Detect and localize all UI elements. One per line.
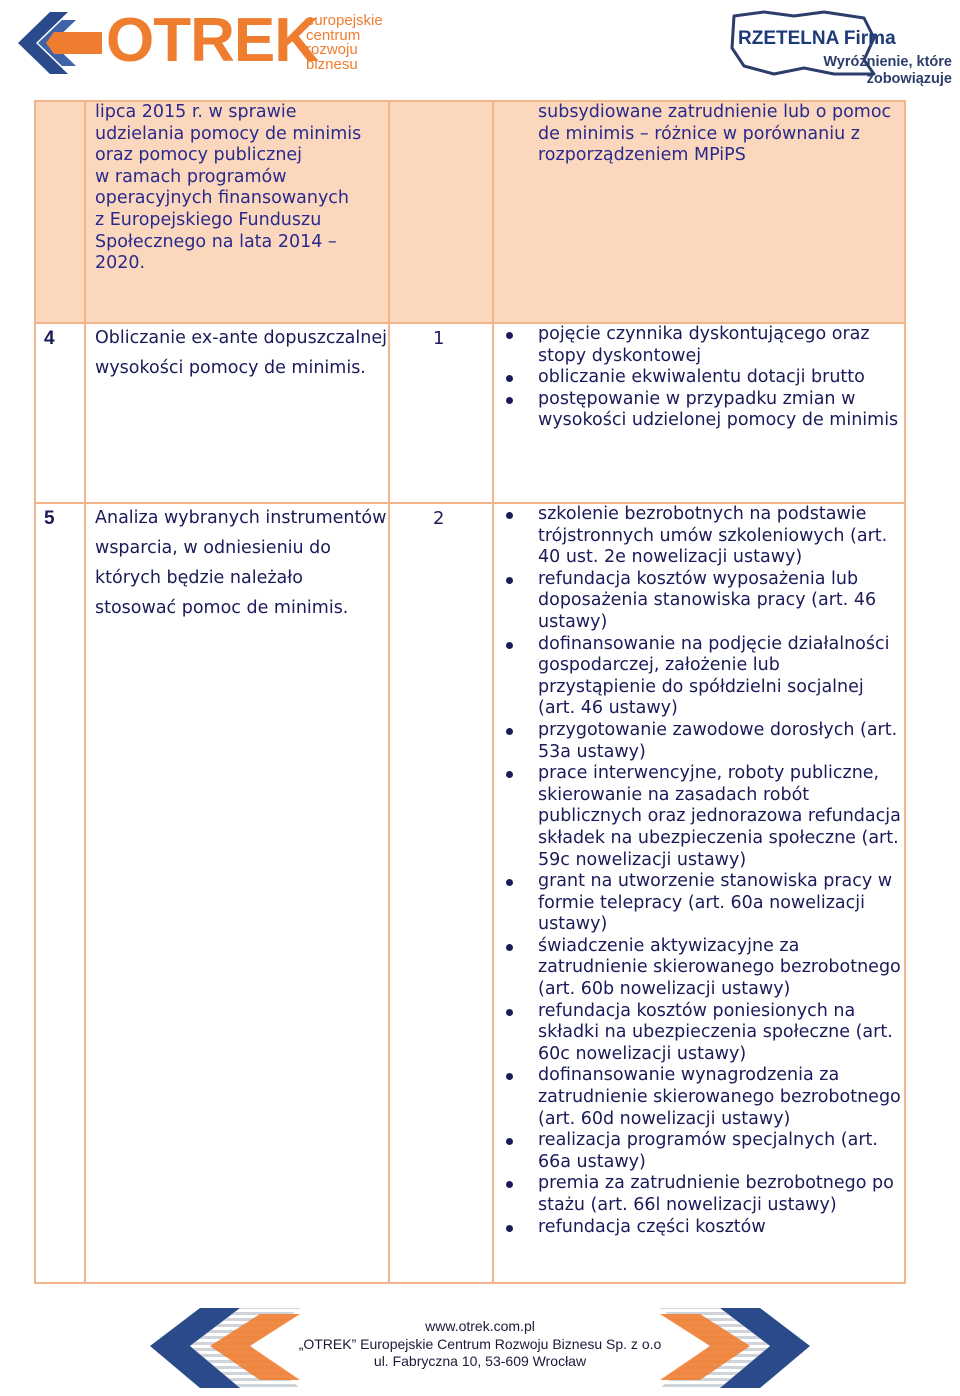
footer-website-link[interactable]: www.otrek.com.pl <box>425 1318 535 1334</box>
tagline-line: biznesu <box>306 55 358 73</box>
list-item: szkolenie bezrobotnych na podstawie trójstronnych umów szkoleniowych (art. 40 ust. 2e nowelizacji ustawy) <box>506 504 902 569</box>
row-item-list <box>506 504 902 1238</box>
rzetelna-title: RZETELNA Firma <box>738 28 896 49</box>
list-item: premia za zatrudnienie bezrobotnego po stażu (art. 66l nowelizacji ustawy) <box>506 1173 902 1216</box>
list-item: refundacja kosztów poniesionych na składki na ubezpieczenia społeczne (art. 60c nowelizacji ustawy) <box>506 1001 902 1066</box>
tagline-line: zobowiązuje <box>866 71 952 87</box>
tagline-line: europejskie <box>306 12 383 29</box>
row-item-list <box>506 324 902 432</box>
list-item: przygotowanie zawodowe dorosłych (art. 53a ustawy) <box>506 720 902 763</box>
table-cell <box>388 322 494 504</box>
row-number: 5 <box>44 508 55 529</box>
row-hours: 1 <box>433 328 445 349</box>
list-item: refundacja kosztów wyposażenia lub doposażenia stanowiska pracy (art. 46 ustawy) <box>506 569 902 634</box>
list-item: obliczanie ekwiwalentu dotacji brutto <box>506 367 902 389</box>
list-item: dofinansowanie na podjęcie działalności gospodarczej, założenie lub przystąpienie do spółdzielni socjalnej (art. 46 ustawy) <box>506 634 902 720</box>
continued-topic-text: lipca 2015 r. w sprawie udzielania pomocy de minimis oraz pomocy publicznej w ramach programów operacyjnych finansowanych z Europejskiego Funduszu Społecznego na lata 2014 – 2020. <box>95 102 362 274</box>
list-item: dofinansowanie wynagrodzenia za zatrudnienie skierowanego bezrobotnego (art. 60d nowelizacji ustawy) <box>506 1065 902 1130</box>
tagline-line: Wyróżnienie, które <box>823 54 952 70</box>
row-topic: Analiza wybranych instrumentów wsparcia, w odniesieniu do których będzie należało stosować pomoc de minimis. <box>95 508 387 618</box>
row-topic: Obliczanie ex-ante dopuszczalnej wysokości pomocy de minimis. <box>95 328 387 378</box>
list-item: pojęcie czynnika dyskontującego oraz stopy dyskontowej <box>506 324 902 367</box>
footer-company-name: „OTREK” Europejskie Centrum Rozwoju Biznesu Sp. z o.o <box>298 1335 662 1352</box>
continued-details-text: subsydiowane zatrudnienie lub o pomoc de minimis – różnice w porównaniu z rozporządzeniem MPiPS <box>538 102 892 166</box>
table-cell <box>34 322 86 504</box>
page-footer <box>0 1300 960 1396</box>
row-hours: 2 <box>433 508 445 529</box>
tagline-line: rozwoju <box>306 41 358 58</box>
otrek-wordmark: OTREK <box>106 6 318 75</box>
list-item: grant na utworzenie stanowiska pracy w formie telepracy (art. 60a nowelizacji ustawy) <box>506 871 902 936</box>
row-number: 4 <box>44 328 55 349</box>
list-item: refundacja części kosztów <box>506 1217 902 1239</box>
table-cell <box>388 100 494 324</box>
footer-street-address: ul. Fabryczna 10, 53-609 Wrocław <box>373 1353 587 1369</box>
table-cell <box>388 502 494 1284</box>
footer-address <box>230 1318 730 1371</box>
list-item: świadczenie aktywizacyjne za zatrudnienie skierowanego bezrobotnego (art. 60b nowelizacji ustawy) <box>506 936 902 1001</box>
list-item: prace interwencyjne, roboty publiczne, skierowanie na zasadach robót publicznych oraz jednorazowa refundacja składek na ubezpieczenia społeczne (art. 59c nowelizacji ustawy) <box>506 763 902 871</box>
table-cell <box>34 100 86 324</box>
table-cell <box>34 502 86 1284</box>
list-item: postępowanie w przypadku zmian w wysokości udzielonej pomocy de minimis <box>506 389 902 432</box>
tagline-line: centrum <box>306 26 361 44</box>
list-item: realizacja programów specjalnych (art. 66a ustawy) <box>506 1130 902 1173</box>
